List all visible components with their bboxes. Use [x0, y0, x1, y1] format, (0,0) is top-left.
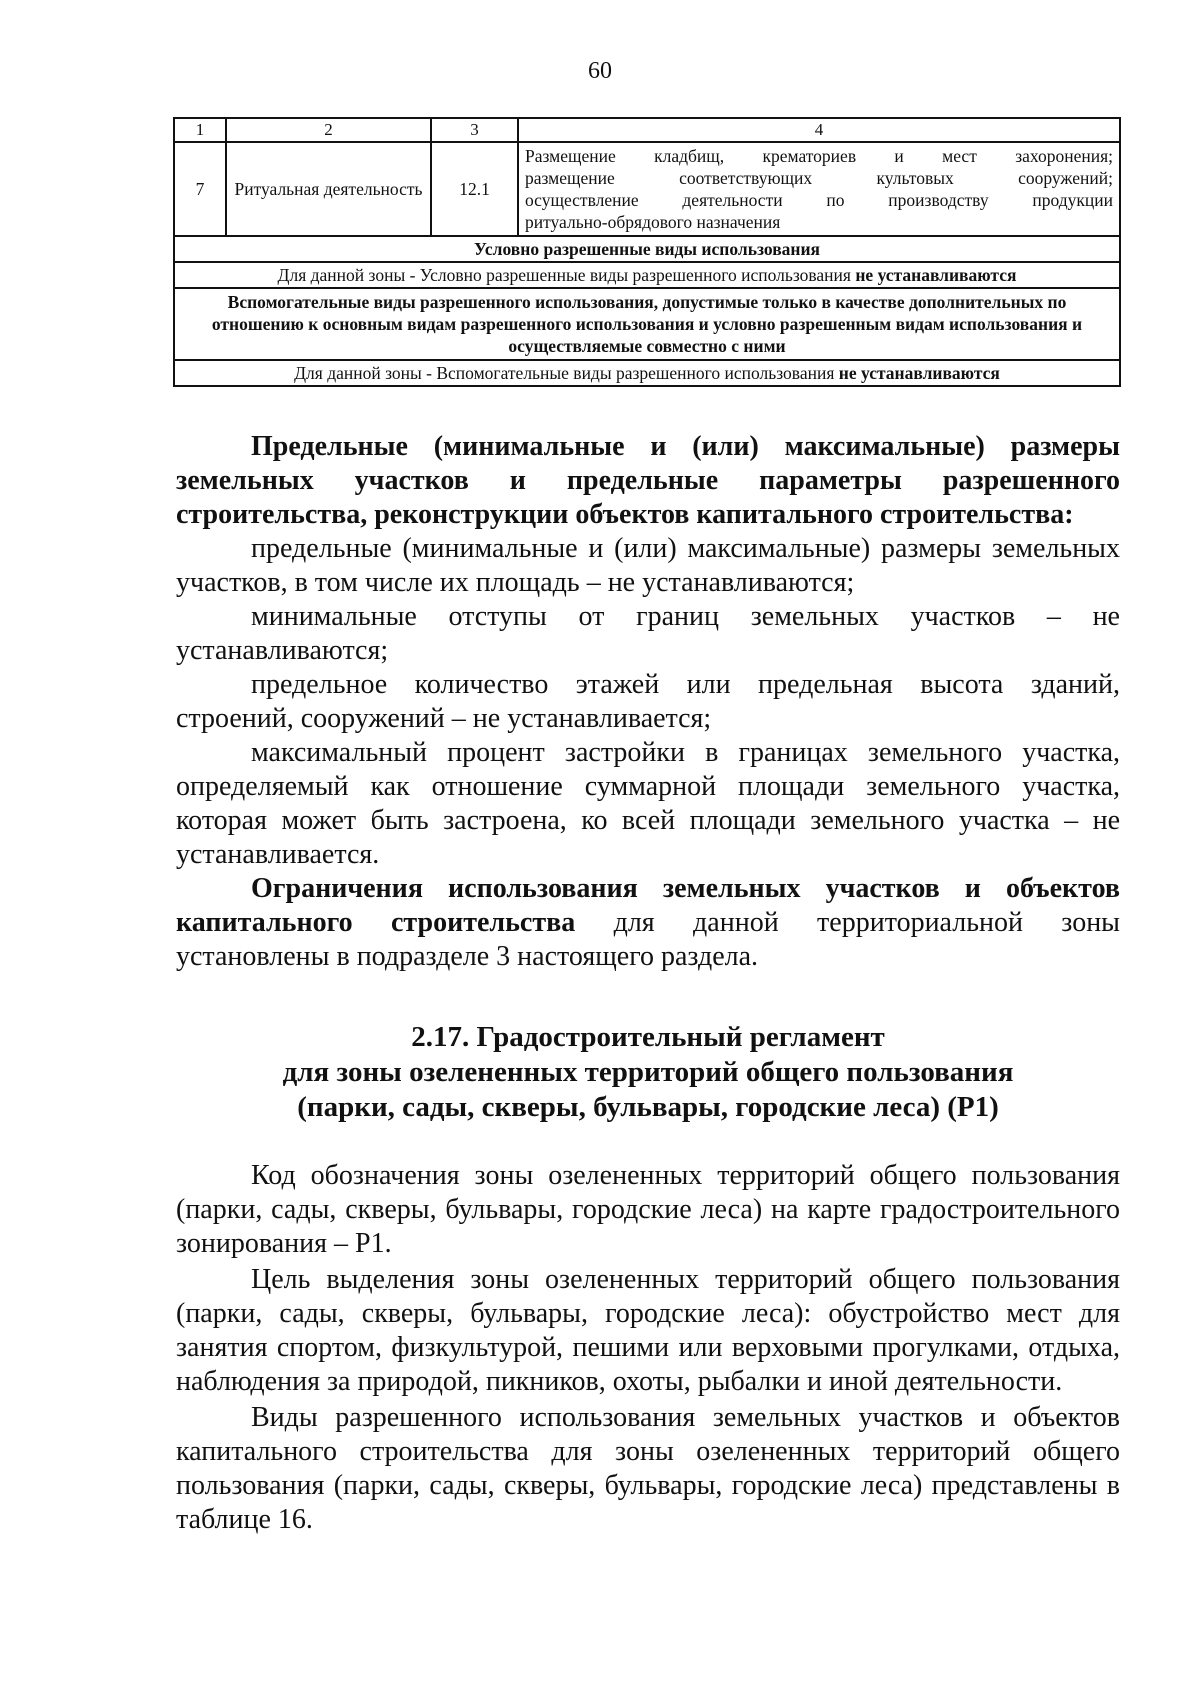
body-paragraph: Виды разрешенного использования земельных участков и объектов капитального строительства для зоны озелененных территорий общего пользования (парки, сады, скверы, бульвары, городские леса) представлены в таблице 16. [176, 1402, 1120, 1535]
row-number: 7 [174, 142, 226, 236]
section-title-line: (парки, сады, скверы, бульвары, городские леса) (Р1) [297, 1091, 999, 1123]
restrictions-paragraph [176, 872, 1120, 974]
column-header-2: 2 [226, 118, 431, 142]
limits-block [176, 430, 1120, 974]
auxiliary-uses-note [174, 360, 1120, 386]
conditional-uses-header: Условно разрешенные виды использования [174, 236, 1120, 262]
limits-item: максимальный процент застройки в границах земельного участка, определяемый как отношение суммарной площади земельного участка, которая может быть застроена, ко всей площади земельного участка – не устанавливается. [176, 737, 1120, 870]
auxiliary-uses-header: Вспомогательные виды разрешенного использования, допустимые только в качестве дополнительных по отношению к основным видам разрешенного использования и условно разрешенным видам использования и осуществляемые совместно с ними [174, 288, 1120, 360]
conditional-uses-header-row [174, 236, 1120, 262]
use-type-description [518, 142, 1120, 236]
use-type-name: Ритуальная деятельность [226, 142, 431, 236]
section-title-line: для зоны озелененных территорий общего пользования [282, 1056, 1014, 1088]
section-title-line: 2.17. Градостроительный регламент [411, 1021, 885, 1053]
table-header-row [174, 118, 1120, 142]
column-header-3: 3 [431, 118, 518, 142]
auxiliary-note-bold: не устанавливаются [838, 363, 1000, 383]
auxiliary-note-text: Для данной зоны - Вспомогательные виды разрешенного использования [294, 363, 839, 383]
conditional-uses-note-row [174, 262, 1120, 288]
restrictions-bold: Ограничения использования земельных участков и объектов капитального строительства [176, 873, 1120, 938]
body-paragraph: Цель выделения зоны озелененных территорий общего пользования (парки, сады, скверы, бульвары, городские леса): обустройство мест для занятия спортом, физкультурой, пешими или верховыми прогулками, отдыха, наблюдения за природой, пикников, охоты, рыбалки и иной деятельности. [176, 1264, 1120, 1397]
table-row [174, 142, 1120, 236]
body-paragraph: Код обозначения зоны озелененных территорий общего пользования (парки, сады, скверы, бульвары, городские леса) на карте градостроительного зонирования – Р1. [176, 1160, 1120, 1259]
page-number: 60 [588, 58, 612, 84]
description-line: осуществление деятельности по производству продукции [525, 190, 1113, 210]
conditional-uses-note [174, 262, 1120, 288]
description-line: Размещение кладбищ, крематориев и мест захоронения; [525, 146, 1113, 166]
conditional-note-text: Для данной зоны - Условно разрешенные виды разрешенного использования [277, 265, 856, 285]
conditional-note-bold: не устанавливаются [855, 265, 1017, 285]
description-line: размещение соответствующих культовых сооружений; [525, 168, 1113, 188]
land-use-table [173, 117, 1121, 387]
restrictions-rest: для данной территориальной зоны установлены в подразделе 3 настоящего раздела. [176, 907, 1120, 972]
column-header-1: 1 [174, 118, 226, 142]
description-line: ритуально-обрядового назначения [525, 212, 781, 232]
auxiliary-uses-note-row [174, 360, 1120, 386]
auxiliary-uses-header-row [174, 288, 1120, 360]
use-type-code: 12.1 [431, 142, 518, 236]
limits-item: предельные (минимальные и (или) максимальные) размеры земельных участков, в том числе их площадь – не устанавливаются; [176, 533, 1120, 598]
section-body [176, 1159, 1120, 1537]
limits-item: предельное количество этажей или предельная высота зданий, строений, сооружений – не устанавливается; [176, 669, 1120, 734]
column-header-4: 4 [518, 118, 1120, 142]
limits-item: минимальные отступы от границ земельных участков – не устанавливаются; [176, 601, 1120, 666]
limits-heading: Предельные (минимальные и (или) максимальные) размеры земельных участков и предельные параметры разрешенного строительства, реконструкции объектов капитального строительства: [176, 431, 1120, 530]
section-title [176, 1020, 1120, 1125]
